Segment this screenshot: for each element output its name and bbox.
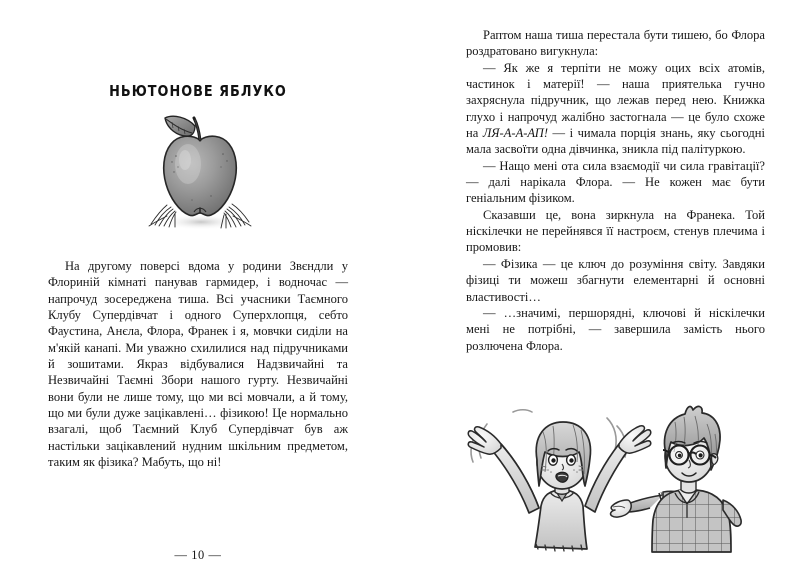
- paragraph-part-italic: ЛЯ-А-А-АП!: [482, 126, 549, 141]
- paragraph: Раптом наша тиша перестала бути тишею, бо Флора роздратовано вигукнула:: [466, 28, 765, 59]
- kids-illustration: [435, 400, 780, 560]
- left-page-body: [48, 258, 348, 470]
- paragraph-part-plain: — і чимала порція знань, яку сьогодні мала засвоїти одна дівчинка, зникла під палітуркою.: [466, 126, 766, 157]
- chapter-title: НЬЮТОНОВЕ ЯБЛУКО: [109, 82, 287, 100]
- paragraph: [466, 60, 765, 158]
- paragraph: Сказавши це, вона зиркнула на Франека. Той ніскілечки не перейнявся її настроєм, стенув плечима і промовив:: [466, 207, 765, 255]
- paragraph: — Нащо мені ота сила взаємодії чи сила гравітації? — далі нарікала Флора. — Не кожен має бути геніальним фізиком.: [466, 158, 765, 206]
- right-page: [400, 0, 800, 569]
- apple-illustration: [145, 112, 255, 240]
- page-number: — 10 —: [174, 548, 222, 562]
- right-page-body: [466, 27, 765, 354]
- paragraph: — …значимі, першорядні, ключові й ніскілечки мені не потрібні, — завершила замість нього розлючена Флора.: [466, 305, 765, 353]
- paragraph: На другому поверсі вдома у родини Звєндли у Флориній кімнаті панував гармидер, і водночас — напрочуд зосереджена тиша. Всі учасники Таємного Клубу Супердівчат і одного Суперхлопця, себто Фаустина, Анєла, Флора, Франек і я, мовчки сиділи на м'якій канапі. Ми уважно схилилися над підручниками й зошитами. Якраз відбувалися Надзвичайні та Незвичайні Таємні Збори нашого гурту. Незвичайні вони були не лише тому, що ми всі мовчали, а й тому, що ми були дуже зацікавлені… фізикою! Це нормально взагалі, щоб Таємний Клуб Супердівчат був аж настільки зацікавлений нудним шкільним предметом, таким як фізика? Мабуть, що ні!: [48, 259, 348, 470]
- paragraph-part-plain: — Як же я терпіти не можу оцих всіх атомів, частинок і матерії! — наша приятелька гучно захряснула підручник, що лежав перед нею. Книжка глухо і напрочуд жалібно застогнала — це було схоже на: [466, 60, 765, 141]
- paragraph: — Фізика — це ключ до розуміння світу. Завдяки фізиці ти можеш збагнути елементарні й основні властивості…: [466, 256, 765, 304]
